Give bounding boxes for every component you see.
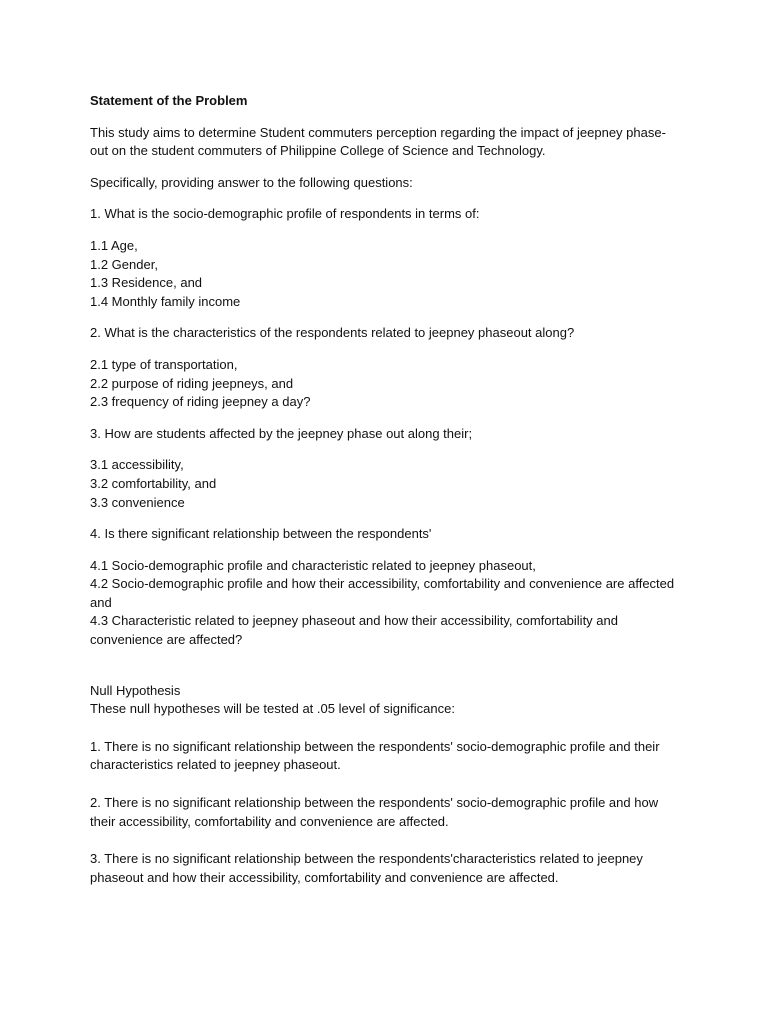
null-hypothesis-intro: These null hypotheses will be tested at .05 level of significance: (90, 701, 455, 717)
list-item: 2.2 purpose of riding jeepneys, and (90, 375, 294, 391)
list-item: 2.3 frequency of riding jeepney a day? (90, 394, 311, 410)
lead-paragraph: Specifically, providing answer to the following questions: (90, 174, 413, 190)
list-item: 1.3 Residence, and (90, 275, 203, 291)
list-item: 3.3 convenience (90, 494, 185, 510)
question-2: 2. What is the characteristics of the respondents related to jeepney phaseout along? (90, 325, 575, 341)
list-item: 1.2 Gender, (90, 256, 158, 272)
list-item: 4.3 Characteristic related to jeepney phaseout and how their accessibility, comfortability and convenience are affected? (90, 613, 618, 648)
list-item: 1.4 Monthly family income (90, 293, 241, 309)
list-item: 3.1 accessibility, (90, 457, 184, 473)
question-2-items (90, 356, 678, 412)
section-heading: Statement of the Problem (90, 93, 248, 108)
hypothesis-2: 2. There is no significant relationship between the respondents' socio-demographic profile and how their accessibility, comfortability and convenience are affected. (90, 795, 659, 829)
list-item: 4.2 Socio-demographic profile and how their accessibility, comfortability and convenience are affected and (90, 576, 675, 610)
question-1: 1. What is the socio-demographic profile of respondents in terms of: (90, 206, 480, 222)
list-item: 2.1 type of transportation, (90, 356, 238, 372)
intro-paragraph: This study aims to determine Student commuters perception regarding the impact of jeepney phase-out on the student commuters of Philippine College of Science and Technology. (90, 124, 666, 159)
question-4-items (90, 557, 678, 650)
null-hypothesis-heading: Null Hypothesis (90, 682, 181, 698)
question-3: 3. How are students affected by the jeepney phase out along their; (90, 425, 473, 441)
spacer (90, 663, 678, 682)
question-1-items (90, 237, 678, 311)
question-4: 4. Is there significant relationship between the respondents' (90, 526, 432, 542)
hypothesis-3: 3. There is no significant relationship between the respondents'characteristics related to jeepney phaseout and how their accessibility, comfortability and convenience are affected. (90, 851, 643, 885)
hypothesis-1: 1. There is no significant relationship between the respondents' socio-demographic profile and their characteristics related to jeepney phaseout. (90, 738, 660, 773)
list-item: 4.1 Socio-demographic profile and characteristic related to jeepney phaseout, (90, 557, 536, 573)
list-item: 3.2 comfortability, and (90, 475, 217, 491)
document-body (90, 92, 678, 906)
list-item: 1.1 Age, (90, 237, 138, 253)
question-3-items (90, 456, 678, 512)
